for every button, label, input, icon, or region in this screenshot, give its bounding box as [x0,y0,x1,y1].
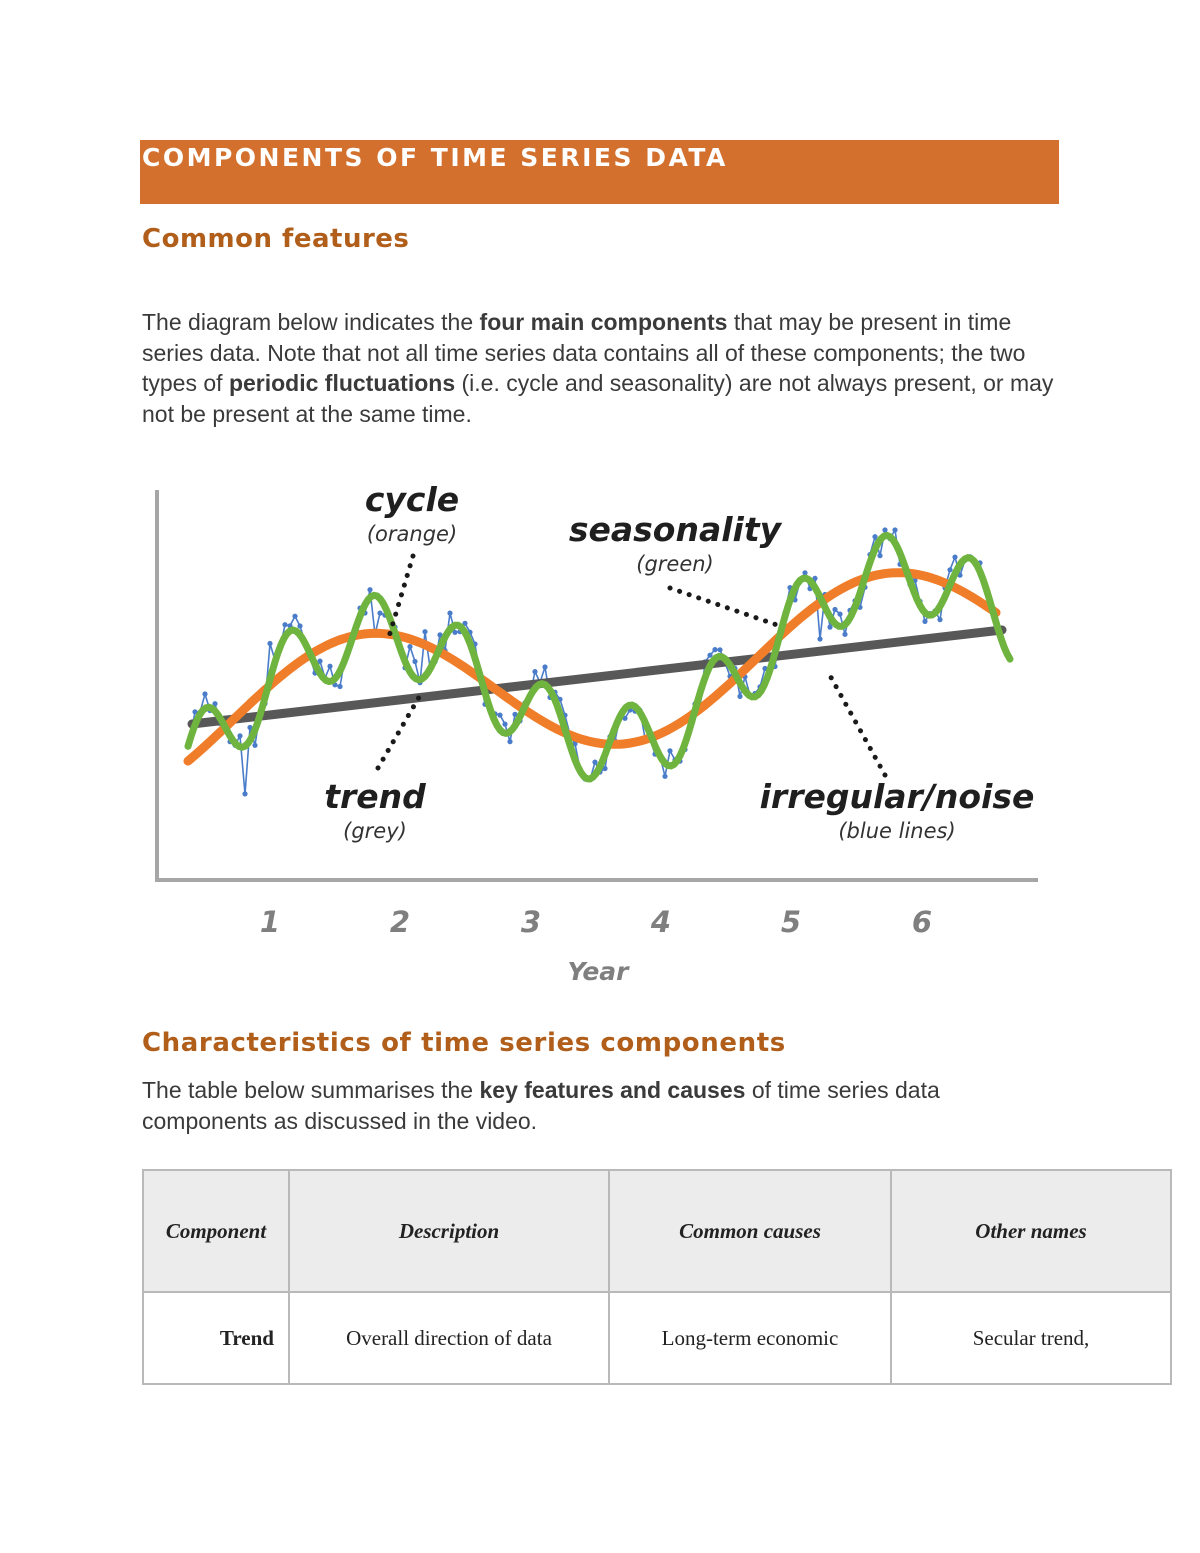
text-run: (i.e. cycle and seasonality) are not always present, or may not be present at the same time. [142,370,1054,427]
table-cell: Long-term economic [609,1292,891,1384]
noise-point [422,629,427,634]
noise-point [707,653,712,658]
heading-characteristics: Characteristics of time series components [142,1028,786,1058]
seasonality-leader [670,588,780,626]
noise-point [937,617,942,622]
text-run: The table below summarises the [142,1077,480,1103]
noise-point [832,607,837,612]
noise-point [877,553,882,558]
components-table [142,1169,1172,1385]
title-banner [140,140,1059,204]
time-series-diagram [140,470,1060,1000]
x-tick-label: 4 [650,905,672,939]
noise-point [802,570,807,575]
noise-point [377,611,382,616]
noise-point [592,760,597,765]
noise-point [827,625,832,630]
table-cell: Overall direction of data [289,1292,609,1384]
page-title: COMPONENTS OF TIME SERIES DATA [142,143,728,172]
noise-sublabel: (blue lines) [838,819,956,843]
noise-point [497,713,502,718]
noise-point [327,664,332,669]
noise-point [407,644,412,649]
seasonality-sublabel: (green) [636,552,714,576]
noise-point [447,611,452,616]
noise-point [882,527,887,532]
trend-line [192,630,1002,724]
noise-point [952,555,957,560]
text-run: The diagram below indicates the [142,309,480,335]
noise-point [947,567,952,572]
table-header-row [143,1170,1171,1292]
text-run: that may be present in time series data. Note that not all time series data contains all of these components; the two types of [142,309,1026,396]
trend-sublabel: (grey) [343,819,407,843]
cycle-sublabel: (orange) [366,522,458,546]
x-tick-label: 2 [389,905,411,939]
noise-point [817,636,822,641]
noise-point [837,612,842,617]
noise-leader [828,672,885,775]
x-tick-label: 1 [259,905,281,939]
noise-point [667,748,672,753]
noise-point [412,659,417,664]
noise-point [712,647,717,652]
bold-run: four main components [479,309,728,335]
noise-point [737,694,742,699]
noise-point [242,791,247,796]
table-cell: Secular trend, [891,1292,1171,1384]
cycle-label: cycle [364,480,460,519]
noise-point [292,614,297,619]
text-run: of time series data components as discussed in the video. [142,1077,940,1134]
x-axis-title: Year [567,957,629,986]
x-tick-label: 5 [780,905,802,939]
noise-point [367,587,372,592]
noise-point [337,684,342,689]
table-cell: Trend [143,1292,289,1384]
noise-point [237,733,242,738]
noise-point [202,691,207,696]
x-tick-label: 3 [520,905,542,939]
noise-point [542,664,547,669]
column-header: Other names [891,1170,1171,1292]
heading-common-features: Common features [142,224,410,254]
noise-label: irregular/noise [759,777,1035,816]
seasonality-label: seasonality [568,510,782,549]
column-header: Common causes [609,1170,891,1292]
noise-point [717,647,722,652]
intro-paragraph [142,307,1072,429]
trend-label: trend [324,777,426,816]
noise-point [282,622,287,627]
noise-point [922,619,927,624]
noise-point [662,774,667,779]
noise-point [297,623,302,628]
bold-run: periodic fluctuations [228,370,456,396]
noise-point [872,534,877,539]
noise-point [267,641,272,646]
noise-point [507,739,512,744]
noise-point [502,722,507,727]
column-header: Description [289,1170,609,1292]
table-intro-paragraph [142,1075,1042,1136]
cycle-curve [188,573,996,761]
x-tick-labels [260,905,932,939]
column-header: Component [143,1170,289,1292]
noise-point [532,669,537,674]
x-tick-label: 6 [911,905,933,939]
table-row [143,1292,1171,1384]
noise-point [892,527,897,532]
noise-point [252,743,257,748]
bold-run: key features and causes [479,1077,746,1103]
noise-point [842,632,847,637]
